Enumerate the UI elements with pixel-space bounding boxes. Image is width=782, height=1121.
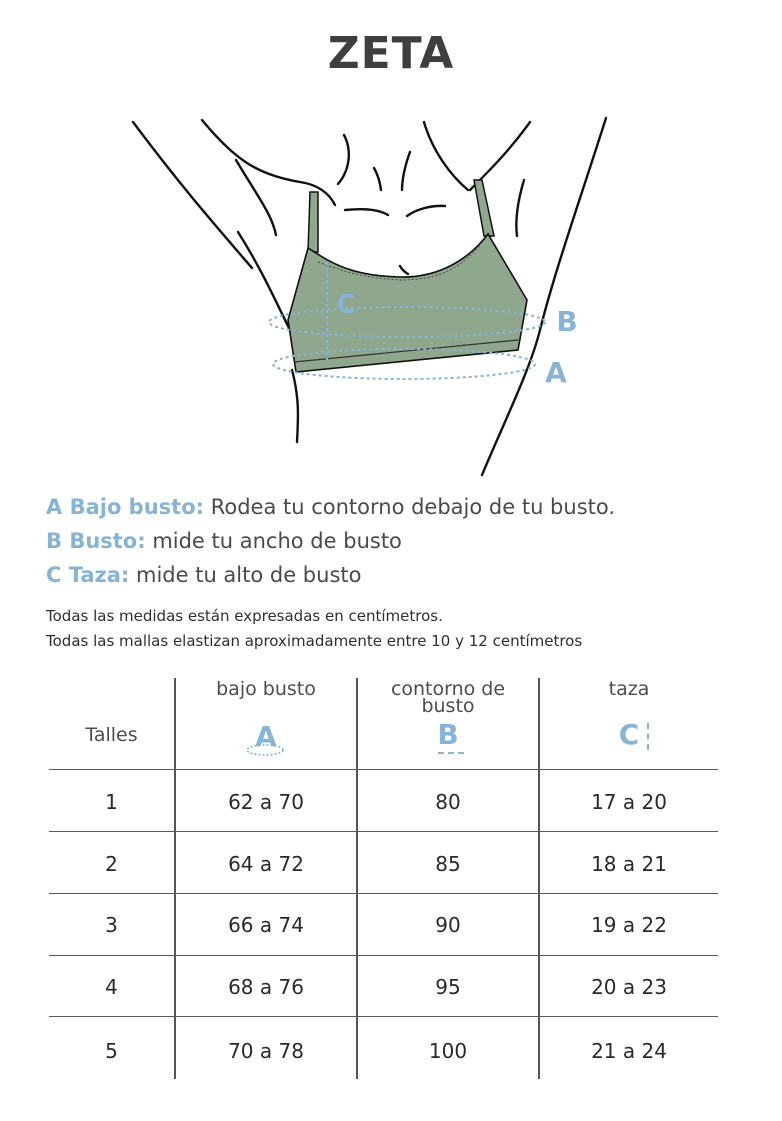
bra-measurement-illustration	[0, 100, 782, 480]
row-divider	[49, 1016, 718, 1017]
contorno-cell: 85	[435, 852, 461, 876]
taza-cell: 18 a 21	[591, 852, 667, 876]
size-cell: 1	[105, 790, 118, 814]
size-cell: 5	[105, 1039, 118, 1063]
row-divider	[49, 893, 718, 894]
label-c: C	[336, 290, 356, 320]
header-talles: Talles	[85, 724, 138, 746]
row-divider	[49, 769, 718, 770]
page-title: ZETA	[327, 28, 455, 79]
legend-a-key: A Bajo busto:	[46, 495, 205, 519]
taza-cell: 17 a 20	[591, 790, 667, 814]
header-taza: taza	[608, 678, 650, 700]
column-divider	[538, 678, 540, 1079]
underline-dash-b	[438, 752, 464, 754]
column-divider	[356, 678, 358, 1079]
label-b: B	[556, 305, 578, 338]
contorno-cell: 90	[435, 913, 461, 937]
legend-a-text: Rodea tu contorno debajo de tu busto.	[204, 495, 616, 519]
header-letter-c: C	[618, 718, 640, 751]
header-letter-b: B	[437, 718, 459, 751]
bajo-busto-cell: 64 a 72	[228, 852, 304, 876]
legend-c-key: C Taza:	[46, 563, 130, 587]
note-elastic: Todas las mallas elastizan aproximadamente entre 10 y 12 centímetros	[46, 632, 583, 650]
header-bajo-busto: bajo busto	[216, 678, 316, 700]
bajo-busto-cell: 62 a 70	[228, 790, 304, 814]
contorno-cell: 95	[435, 975, 461, 999]
taza-cell: 21 a 24	[591, 1039, 667, 1063]
legend-b	[46, 529, 402, 553]
note-units: Todas las medidas están expresadas en centímetros.	[46, 607, 443, 625]
legend-b-text: mide tu ancho de busto	[145, 529, 402, 553]
underline-ellipse-a	[244, 742, 286, 758]
bajo-busto-cell: 70 a 78	[228, 1039, 304, 1063]
size-cell: 2	[105, 852, 118, 876]
row-divider	[49, 955, 718, 956]
header-letter-a: A	[255, 720, 277, 753]
contorno-cell: 100	[428, 1039, 468, 1063]
row-divider	[49, 831, 718, 832]
taza-cell: 20 a 23	[591, 975, 667, 999]
size-cell: 4	[105, 975, 118, 999]
header-contorno-line2: busto	[421, 695, 475, 717]
size-cell: 3	[105, 913, 118, 937]
bajo-busto-cell: 68 a 76	[228, 975, 304, 999]
header-contorno-line1: contorno de	[390, 678, 506, 700]
label-a: A	[545, 356, 567, 389]
bajo-busto-cell: 66 a 74	[228, 913, 304, 937]
taza-cell: 19 a 22	[591, 913, 667, 937]
legend-b-key: B Busto:	[46, 529, 146, 553]
contorno-cell: 80	[435, 790, 461, 814]
column-divider	[174, 678, 176, 1079]
legend-c-text: mide tu alto de busto	[129, 563, 362, 587]
legend-a	[46, 495, 615, 519]
vertical-dash-c	[647, 723, 649, 750]
legend-c	[46, 563, 361, 587]
